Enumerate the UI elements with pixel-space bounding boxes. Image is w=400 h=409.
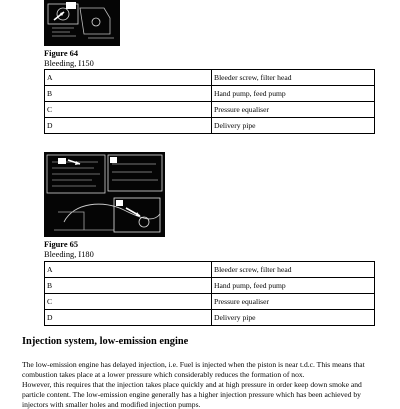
legend-label: Bleeder screw, filter head [212,70,375,86]
paragraph-1: The low-emission engine has delayed injection, i.e. Fuel is injected when the piston is near t.d.c. This means that combustion takes place at a lower pressure which considerably reduces the formation of nox. [22,360,365,379]
table-row [45,102,375,118]
legend-key: D [45,310,212,326]
legend-key: A [45,70,212,86]
legend-label: Delivery pipe [212,310,375,326]
figure-64-image [44,0,120,46]
figure-64-caption [44,49,94,69]
table-row [45,294,375,310]
figure-65-caption [44,240,94,260]
legend-label: Pressure equaliser [212,294,375,310]
legend-key: D [45,118,212,134]
table-row [45,278,375,294]
legend-label: Pressure equaliser [212,102,375,118]
table-row [45,262,375,278]
figure-64-subtitle: Bleeding, I150 [44,59,94,68]
figure-65-subtitle: Bleeding, I180 [44,250,94,259]
table-row [45,310,375,326]
legend-key: B [45,86,212,102]
legend-label: Hand pump, feed pump [212,86,375,102]
table-row [45,70,375,86]
figure-64-title: Figure 64 [44,49,79,58]
section-heading: Injection system, low-emission engine [22,336,189,347]
figure-64-legend-table [44,69,375,134]
paragraph-2: However, this requires that the injection takes place quickly and at high pressure in order keep down smoke and particle content. The low-emission engine generally has a higher injection pressure which has been achieved by injectors with smaller holes and modified injection pumps. [22,380,362,409]
legend-key: C [45,102,212,118]
figure-65-legend-table [44,261,375,326]
figure-65-title: Figure 65 [44,240,79,249]
legend-label: Bleeder screw, filter head [212,262,375,278]
legend-label: Hand pump, feed pump [212,278,375,294]
figure-65-image [44,152,165,237]
legend-key: C [45,294,212,310]
legend-key: B [45,278,212,294]
table-row [45,86,375,102]
table-row [45,118,375,134]
legend-label: Delivery pipe [212,118,375,134]
legend-key: A [45,262,212,278]
